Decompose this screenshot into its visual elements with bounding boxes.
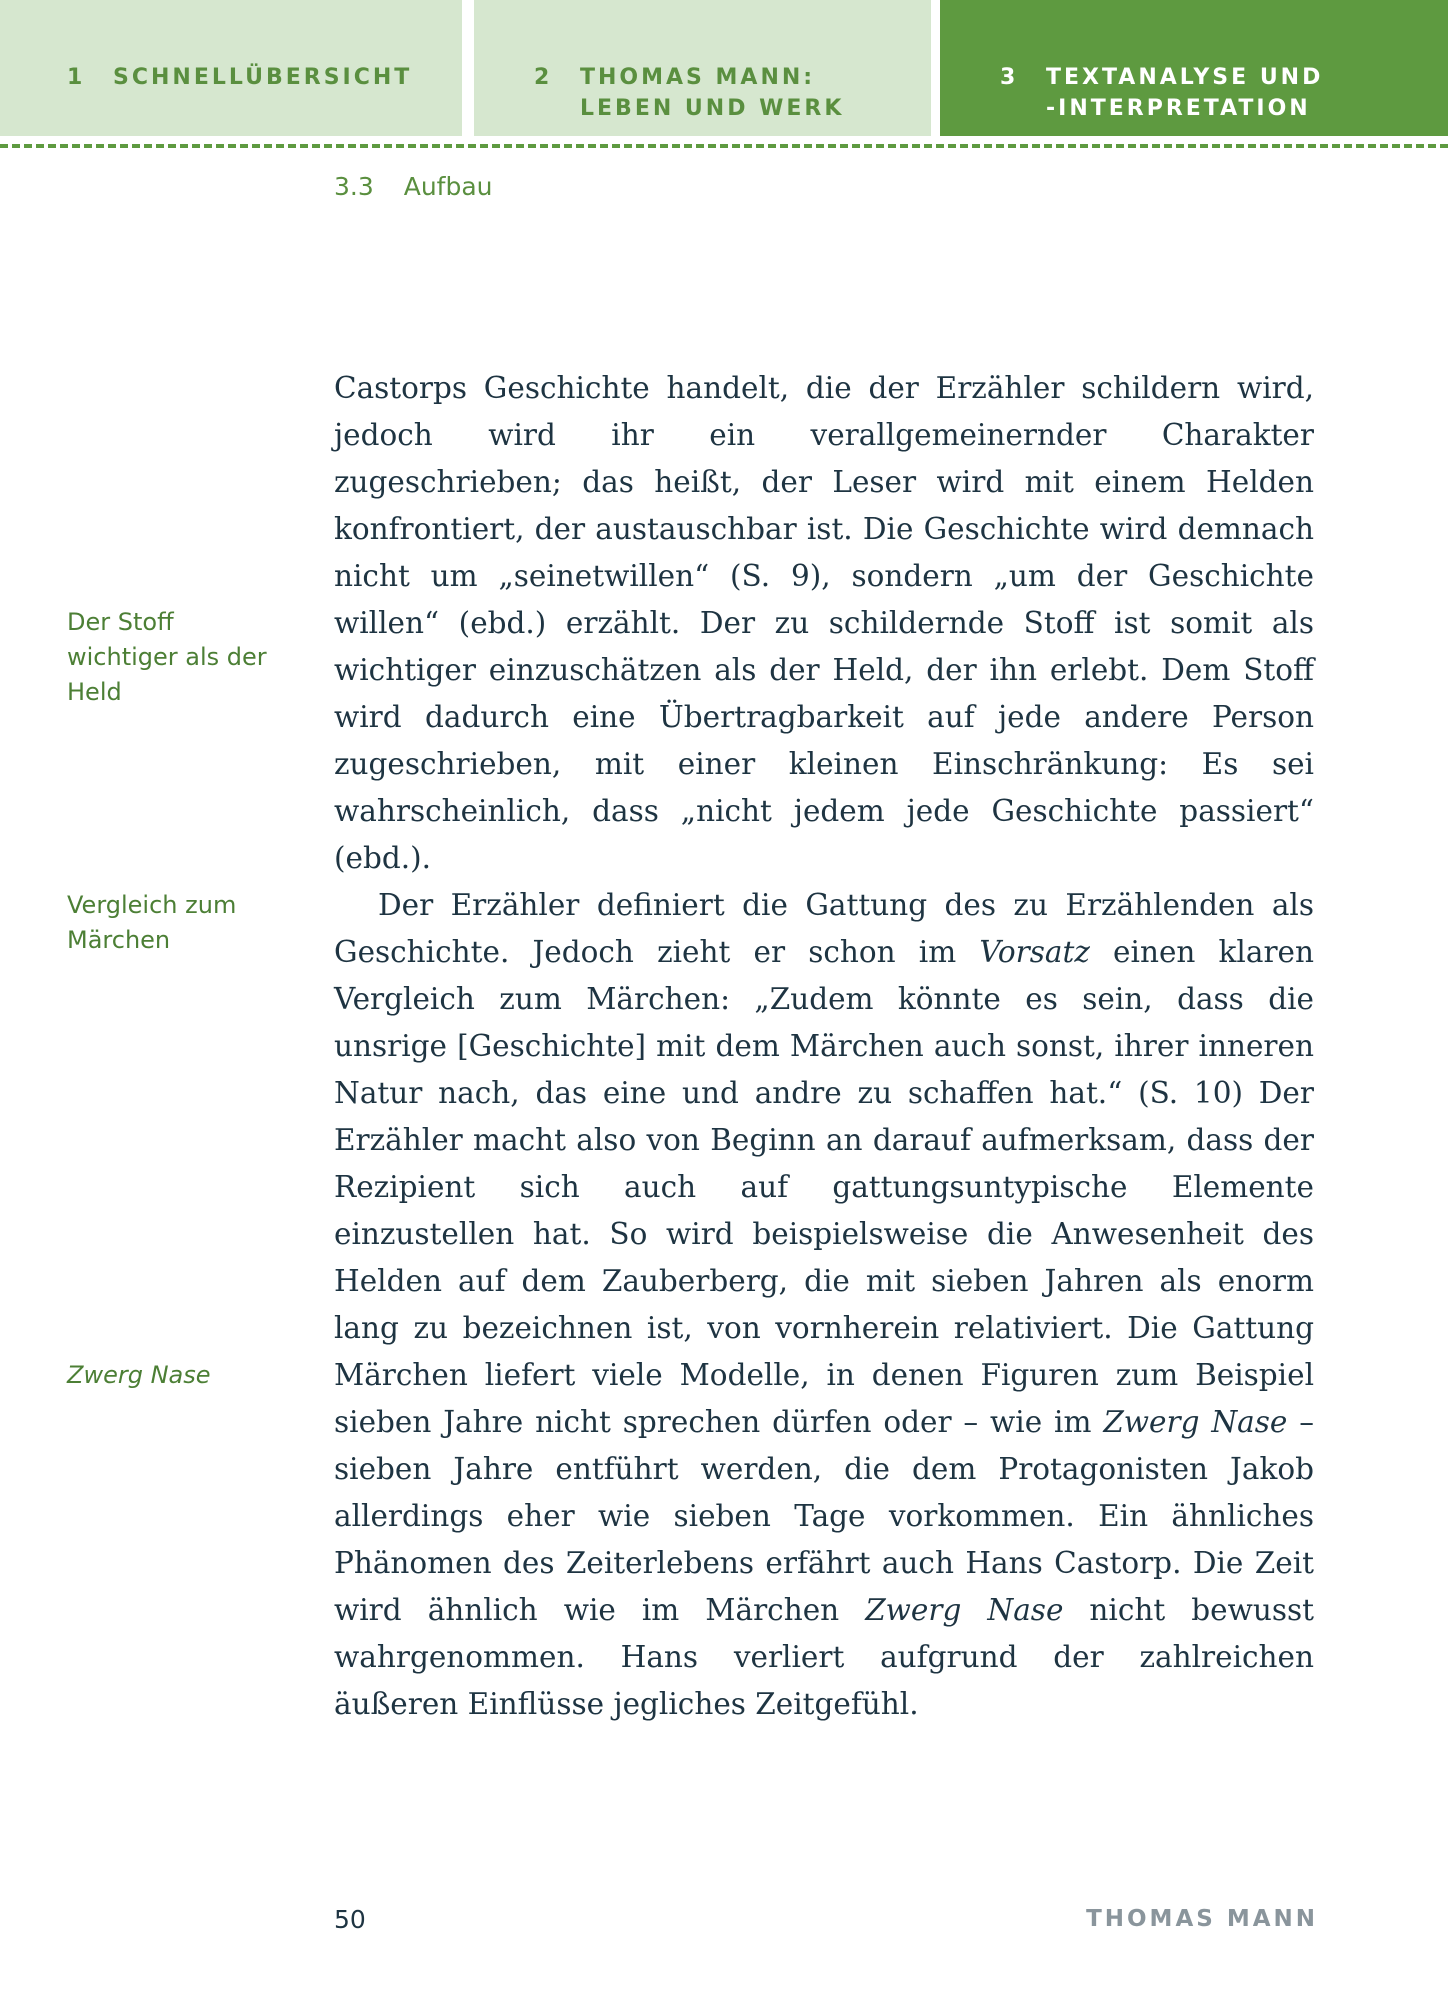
- tab-label: SCHNELLÜBERSICHT: [113, 65, 413, 90]
- text-run: nicht bewusst wahrgenommen. Hans verliert aufgrund der zahlreichen äußeren Einflüsse jegliches Zeitgefühl.: [334, 1593, 1314, 1721]
- section-title: Aufbau: [403, 172, 493, 201]
- text-run: – sieben Jahre entführt werden, die dem Protagonisten Jakob allerdings eher wie sieben Tage vorkommen. Ein ähnliches Phänomen des Zeiterlebens erfährt auch Hans Castorp. Die Zeit wird ähnlich wie im Märchen: [334, 1405, 1314, 1627]
- tab-label-line2: LEBEN UND WERK: [580, 96, 845, 121]
- tab-thomas-mann-leben-und-werk[interactable]: [474, 0, 931, 136]
- paragraph-1: Castorps Geschichte handelt, die der Erzähler schildern wird, jedoch wird ihr ein verallgemeinernder Charakter zugeschrieben; das heißt, der Leser wird mit einem Helden konfrontiert, der austauschbar ist. Die Geschichte wird demnach nicht um „seinetwillen“ (S. 9), sondern „um der Geschichte willen“ (ebd.) erzählt. Der zu schildernde Stoff ist somit als wichtiger einzuschätzen als der Held, der ihn erlebt. Dem Stoff wird dadurch eine Übertragbarkeit auf jede andere Person zugeschrieben, mit einer kleinen Einschränkung: Es sei wahrscheinlich, dass „nicht jedem jede Geschichte passiert“ (ebd.).: [334, 371, 1314, 875]
- tab-label-line2: -INTERPRETATION: [1046, 96, 1311, 121]
- tab-number: 3: [1000, 65, 1019, 90]
- tab-schnelluebersicht[interactable]: [0, 0, 462, 136]
- paragraph-2: [334, 882, 1314, 1728]
- margin-note-stoff: Der Stoff wichtiger als der Held: [67, 608, 267, 706]
- tab-number: 2: [534, 65, 553, 90]
- tab-label-line1: TEXTANALYSE UND: [1046, 65, 1324, 90]
- section-heading: [334, 172, 493, 201]
- emphasis-zwerg-nase: Zwerg Nase: [865, 1593, 1064, 1627]
- dashed-divider: [0, 144, 1448, 148]
- margin-note-maerchen: Vergleich zum Märchen: [67, 891, 237, 954]
- body-text: [334, 365, 1314, 1728]
- chapter-tabs: [0, 0, 1448, 136]
- footer-title: THOMAS MANN: [1086, 1906, 1318, 1932]
- emphasis-zwerg-nase: Zwerg Nase: [1103, 1405, 1288, 1439]
- text-run: Der Erzähler definiert die Gattung des zu Erzählenden als Geschichte. Jedoch zieht er schon im: [334, 888, 1314, 969]
- text-run: einen klaren Vergleich zum Märchen: „Zudem könnte es sein, dass die unsrige [Geschichte] mit dem Märchen auch sonst, ihrer inneren Natur nach, das eine und andre zu schaffen hat.“ (S. 10) Der Erzähler macht also von Beginn an darauf aufmerksam, dass der Rezipient sich auch auf gattungsuntypische Elemente einzustellen hat. So wird beispielsweise die Anwesenheit des Helden auf dem Zauberberg, die mit sieben Jahren als enorm lang zu bezeichnen ist, von vornherein relativiert. Die Gattung Märchen liefert viele Modelle, in denen Figuren zum Beispiel sieben Jahre nicht sprechen dürfen oder – wie im: [334, 935, 1314, 1439]
- tab-number: 1: [67, 65, 86, 90]
- section-number: 3.3: [334, 172, 374, 201]
- page-number: 50: [334, 1905, 366, 1934]
- tab-textanalyse-active[interactable]: [940, 0, 1448, 136]
- margin-note-zwerg-nase: Zwerg Nase: [67, 1361, 211, 1389]
- emphasis-vorsatz: Vorsatz: [979, 935, 1090, 969]
- tab-label-line1: THOMAS MANN:: [580, 65, 816, 90]
